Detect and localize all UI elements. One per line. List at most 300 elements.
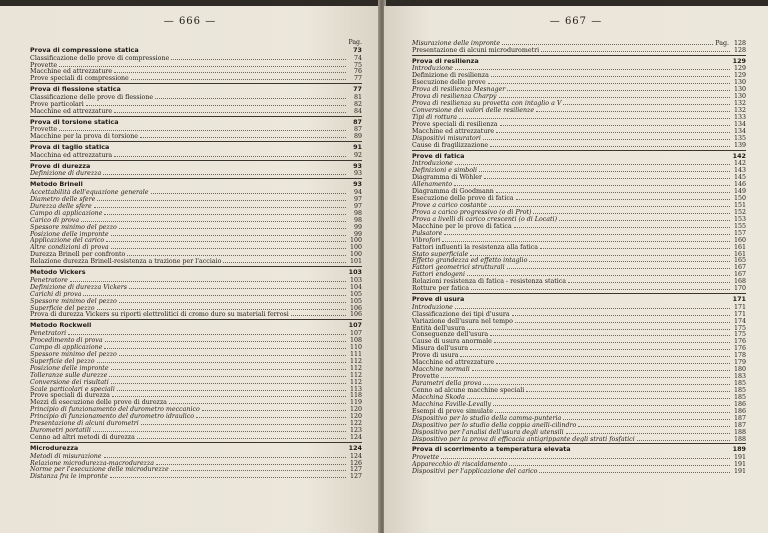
toc-entry-title: Prove speciali di compressione <box>30 75 129 83</box>
toc-entry-page: 180 <box>733 366 746 374</box>
dot-leader <box>123 87 346 91</box>
toc-entry-page: 124 <box>349 434 362 441</box>
dot-leader <box>563 100 730 105</box>
toc-entry <box>412 237 746 244</box>
dot-leader <box>541 47 730 52</box>
dot-leader <box>97 358 346 363</box>
dot-leader <box>59 126 346 131</box>
toc-entry-title: Penetratori <box>30 330 67 337</box>
toc-entry-title: Posizione delle impronte <box>30 230 109 238</box>
toc-entry-title: Classificazione delle prove di flessione <box>30 93 154 101</box>
toc-entry-page: 191 <box>733 454 746 461</box>
toc-entry-title: Definizioni e simboli <box>412 167 478 175</box>
toc-entry <box>30 277 362 284</box>
dot-leader <box>578 422 730 427</box>
toc-section-heading <box>30 321 362 330</box>
toc-entry-title: Spessore minimo del pezzo <box>30 223 117 231</box>
toc-entry-page: 100 <box>349 251 362 259</box>
toc-entry <box>412 454 746 461</box>
toc-entry <box>30 413 362 420</box>
toc-entry <box>30 189 362 196</box>
dot-leader <box>529 257 730 262</box>
toc-entry-page: 127 <box>349 466 362 474</box>
toc-entry <box>412 142 746 149</box>
toc-entry-page: 188 <box>733 428 746 436</box>
toc-entry-page: 124 <box>348 444 362 452</box>
dot-leader <box>114 108 346 113</box>
toc-entry-title: Diametro delle sfere <box>30 195 96 203</box>
toc-entry-title: Prove di usura <box>412 352 459 360</box>
toc-section-heading <box>30 162 362 171</box>
toc-entry-page: 139 <box>733 141 746 149</box>
toc-entry-title: Dispositivo per lo studio della coppia anelli-cilindro <box>412 421 577 429</box>
toc-entry-title: Metodi di misurazione <box>30 452 102 460</box>
toc-entry <box>30 311 362 318</box>
pag-header: Pag. <box>715 40 729 47</box>
toc-section-heading <box>30 180 362 189</box>
dot-leader <box>470 251 730 256</box>
dot-leader <box>202 406 346 411</box>
dot-leader <box>151 189 346 194</box>
toc-entry-title: Macchine ed attrezzature <box>412 359 495 367</box>
toc-entry-title: Tipi di rottura <box>412 114 457 121</box>
dot-leader <box>559 216 730 221</box>
toc-entry <box>412 422 746 429</box>
toc-entry-page: 100 <box>349 244 362 252</box>
toc-entry-page: 110 <box>349 343 362 351</box>
toc-entry <box>412 128 746 135</box>
dot-leader <box>466 154 730 158</box>
toc-entry <box>30 126 362 133</box>
toc-entry-page: 112 <box>349 357 362 365</box>
toc-entry-title: Cause di fragilizzazione <box>412 141 489 149</box>
toc-entry-title: Prove di usura <box>412 295 465 304</box>
dot-leader <box>103 170 346 175</box>
toc-entry-page: 130 <box>733 86 746 94</box>
dot-leader <box>566 429 730 434</box>
toc-entry <box>30 133 362 140</box>
toc-entry <box>30 170 362 177</box>
toc-entry-title: Misurazione delle impronte <box>412 40 501 47</box>
toc-entry-title: Carico di prova <box>30 216 80 224</box>
toc-entry-page: 133 <box>733 114 746 121</box>
dot-leader <box>141 420 346 425</box>
dot-leader <box>540 244 730 249</box>
toc-entry-title: Dispositivi per l'applicazione del carico <box>412 467 538 475</box>
toc-entry <box>30 203 362 210</box>
toc-entry-page: 165 <box>733 257 746 265</box>
dot-leader <box>140 133 346 138</box>
toc-entry <box>412 160 746 167</box>
left-page <box>0 6 380 533</box>
dot-leader <box>81 217 346 222</box>
toc-entry <box>30 344 362 351</box>
toc-entry <box>412 40 746 47</box>
dot-leader <box>455 65 730 70</box>
dot-leader <box>536 107 730 112</box>
toc-entry-title: Conseguenze dell'usura <box>412 331 489 339</box>
toc-entry <box>30 406 362 413</box>
dot-leader <box>83 291 346 296</box>
dot-leader <box>85 182 346 186</box>
toc-entry-page: 98 <box>353 216 362 224</box>
toc-entry <box>30 434 362 441</box>
toc-section-heading <box>30 118 362 127</box>
toc-entry-page: 191 <box>733 467 746 475</box>
dot-leader <box>106 237 346 242</box>
toc-entry <box>30 258 362 265</box>
toc-entry <box>30 365 362 372</box>
section-rule <box>30 83 362 84</box>
toc-entry <box>412 359 746 366</box>
toc-entry-title: Campo di applicazione <box>30 343 103 351</box>
toc-entry-title: Conversione dei valori delle resilienze <box>412 107 535 115</box>
dot-leader <box>514 223 730 228</box>
toc-entry-title: Principio di funzionamento del durometro meccanico <box>30 406 200 414</box>
toc-entry-title: Prova di scorrimento a temperatura elevata <box>412 445 571 454</box>
toc-entry-page: 120 <box>349 413 362 421</box>
dot-leader <box>516 195 730 200</box>
toc-entry-page: 179 <box>733 359 746 367</box>
toc-entry-page: 100 <box>349 237 362 245</box>
dot-leader <box>472 366 730 371</box>
toc-entry <box>412 373 746 380</box>
dot-leader <box>460 352 730 357</box>
toc-entry-page: 188 <box>733 435 746 443</box>
toc-entry-title: Apparecchio di riscaldamento <box>412 461 508 468</box>
toc-entry-page: 126 <box>349 459 362 467</box>
toc-entry-page: 171 <box>732 295 746 304</box>
section-rule <box>412 293 746 294</box>
toc-entry-title: Penetratore <box>30 276 68 284</box>
dot-leader <box>127 251 346 256</box>
dot-leader <box>568 278 730 283</box>
section-rule <box>30 266 362 267</box>
toc-entry-title: Prova a carico progressivo (o di Prot) <box>412 208 532 216</box>
toc-entry-page: 128 <box>733 46 746 54</box>
dot-leader <box>129 284 346 289</box>
dot-leader <box>141 48 346 52</box>
toc-entry-page: 185 <box>733 393 746 401</box>
toc-entry-title: Conversione dei risultati <box>30 378 109 386</box>
toc-entry <box>412 135 746 142</box>
dot-leader <box>137 434 346 439</box>
toc-entry <box>412 188 746 195</box>
toc-entry <box>412 436 746 443</box>
dot-leader <box>111 244 346 249</box>
dot-leader <box>479 167 730 172</box>
toc-entry <box>412 114 746 121</box>
dot-leader <box>119 298 346 303</box>
dot-leader <box>97 196 346 201</box>
toc-entry-title: Introduzione <box>412 65 453 73</box>
toc-entry-title: Macchina ed attrezzatura <box>30 151 113 159</box>
toc-entry-title: Diagramma di Wöhler <box>412 174 482 182</box>
toc-entry <box>412 195 746 202</box>
toc-entry-title: Misura dell'usura <box>412 345 469 353</box>
toc-section-heading <box>30 268 362 277</box>
toc-entry-page: 107 <box>348 321 362 330</box>
dot-leader <box>467 325 730 330</box>
toc-entry <box>30 75 362 82</box>
dot-leader <box>59 62 346 67</box>
toc-entry-page: 142 <box>733 160 746 168</box>
toc-entry-page: 89 <box>353 133 362 141</box>
dot-leader <box>97 305 346 310</box>
toc-entry-title: Prova di resilienza Mesnager <box>412 86 506 94</box>
dot-leader <box>104 344 346 349</box>
toc-entry <box>30 55 362 62</box>
toc-entry-page: 84 <box>353 107 362 115</box>
dot-leader <box>92 164 346 168</box>
toc-entry <box>30 337 362 344</box>
toc-entry-title: Durometri portatili <box>30 427 91 435</box>
toc-entry-title: Prove speciali di durezza <box>30 392 110 400</box>
toc-entry-page: 160 <box>733 236 746 244</box>
toc-entry-page: 186 <box>733 407 746 415</box>
toc-entry-title: Prova di durezza Vickers su riporti elettrolitici di cromo duro su materiali ferrosi <box>30 311 289 319</box>
toc-entry <box>412 257 746 264</box>
toc-entry <box>30 427 362 434</box>
toc-entry-title: Dispositivo per lo studio della camma-punteria <box>412 414 562 422</box>
dot-leader <box>155 94 346 99</box>
dot-leader <box>467 394 730 399</box>
dot-leader <box>455 160 730 165</box>
toc-entry <box>412 209 746 216</box>
toc-entry <box>412 380 746 387</box>
dot-leader <box>114 152 346 157</box>
toc-entry-title: Macchine ed attrezzature <box>30 68 113 76</box>
dot-leader <box>109 372 346 377</box>
dot-leader <box>533 209 730 214</box>
toc-entry-page: 191 <box>733 461 746 468</box>
dot-leader <box>509 461 730 466</box>
dot-leader <box>496 188 730 193</box>
toc-entry-title: Posizione delle impronte <box>30 364 109 372</box>
toc-entry <box>30 358 362 365</box>
toc-entry-page: 106 <box>349 311 362 319</box>
toc-entry <box>30 68 362 75</box>
dot-leader <box>637 436 730 441</box>
toc-entry <box>412 408 746 415</box>
toc-entry-page: 106 <box>349 304 362 312</box>
toc-entry-page: 175 <box>733 324 746 332</box>
toc-entry-page: 93 <box>353 170 362 178</box>
toc-entry <box>412 429 746 436</box>
toc-entry-title: Superficie del pezzo <box>30 304 95 312</box>
toc-entry-page: 112 <box>349 371 362 379</box>
dot-leader <box>111 365 346 370</box>
toc-entry-title: Macchine per la prova di torsione <box>30 133 138 141</box>
toc-entry <box>412 174 746 181</box>
toc-entry-page: 171 <box>733 310 746 318</box>
toc-entry-title: Durezza Brinell per confronto <box>30 251 126 259</box>
toc-entry <box>30 473 362 480</box>
toc-entry <box>412 352 746 359</box>
toc-entry-page: 151 <box>733 201 746 209</box>
toc-entry-title: Macchina Faville-Levally <box>412 400 492 408</box>
dot-leader <box>491 72 730 77</box>
toc-entry-page: 175 <box>733 331 746 339</box>
toc-entry-page: 99 <box>353 230 362 238</box>
dot-leader <box>112 392 346 397</box>
toc-entry-page: 170 <box>733 285 746 293</box>
toc-entry-page: 145 <box>733 174 746 182</box>
dot-leader <box>131 75 346 80</box>
toc-entry-page: 123 <box>349 427 362 435</box>
toc-section-heading <box>30 444 362 453</box>
toc-entry-page: 82 <box>353 100 362 108</box>
toc-entry-title: Prova di taglio statica <box>30 143 110 152</box>
toc-left <box>30 39 362 480</box>
toc-entry-title: Dispositivo per la prova di efficacia antigrippante degli strati fosfatici <box>412 435 635 443</box>
toc-entry <box>30 351 362 358</box>
toc-entry <box>30 386 362 393</box>
dot-leader <box>105 337 346 342</box>
toc-entry <box>30 94 362 101</box>
section-rule <box>30 178 362 179</box>
toc-entry-page: 187 <box>733 414 746 422</box>
toc-entry-title: Metodo Rockwell <box>30 321 92 330</box>
toc-entry <box>412 167 746 174</box>
toc-entry <box>30 244 362 251</box>
dot-leader <box>470 345 730 350</box>
dot-leader <box>573 447 730 451</box>
toc-entry <box>412 121 746 128</box>
toc-entry-title: Effetto grandezza ed effetto intaglio <box>412 257 528 265</box>
dot-leader <box>441 373 730 378</box>
toc-entry-page: 157 <box>733 229 746 237</box>
toc-entry-title: Prova di compressione statica <box>30 46 139 54</box>
toc-entry-page: 168 <box>733 278 746 286</box>
dot-leader <box>86 101 346 106</box>
toc-entry <box>412 223 746 230</box>
toc-entry-title: Prova di resilienza Charpy <box>412 93 497 101</box>
toc-entry-title: Spessore minimo del pezzo <box>30 297 117 305</box>
toc-entry-title: Definizione di durezza <box>30 170 102 178</box>
section-rule <box>30 160 362 161</box>
toc-entry-page: 178 <box>733 352 746 360</box>
toc-entry <box>412 366 746 373</box>
toc-entry-title: Durezza delle sfere <box>30 202 92 210</box>
toc-entry-page: 74 <box>353 54 362 62</box>
toc-entry-title: Macchine ed attrezzature <box>412 127 495 135</box>
toc-entry-page: 111 <box>349 350 362 358</box>
toc-entry <box>412 65 746 72</box>
toc-entry-page: 104 <box>349 283 362 291</box>
toc-entry-title: Introduzione <box>412 160 453 168</box>
section-rule <box>412 150 746 151</box>
dot-leader <box>196 413 346 418</box>
toc-entry-title: Scale particolari e speciali <box>30 385 115 393</box>
toc-entry-page: 185 <box>733 380 746 387</box>
toc-entry-title: Superficie del pezzo <box>30 357 95 365</box>
toc-entry-title: Accettabilità dell'equazione generale <box>30 188 149 196</box>
page-number-667: — 667 — <box>549 16 603 27</box>
toc-entry-page: 135 <box>733 134 746 142</box>
dot-leader <box>94 203 346 208</box>
toc-entry-title: Entità dell'usura <box>412 324 466 332</box>
toc-entry-title: Provette <box>412 454 440 461</box>
toc-entry-title: Cenno ad alcune macchine speciali <box>412 386 525 394</box>
toc-entry-title: Rotture per fatica <box>412 285 470 293</box>
dot-leader <box>111 379 346 384</box>
toc-entry-title: Definizione di durezza Vickers <box>30 283 127 291</box>
toc-entry <box>412 216 746 223</box>
toc-entry <box>30 460 362 467</box>
toc-entry-title: Allenamento <box>412 181 453 189</box>
dot-leader <box>111 145 346 149</box>
dot-leader <box>117 386 346 391</box>
toc-entry <box>412 181 746 188</box>
toc-entry-title: Prove particolari <box>30 100 84 108</box>
toc-entry-title: Tolleranze sulle durezze <box>30 371 108 379</box>
toc-entry-title: Macchina Skoda <box>412 393 465 401</box>
dot-leader <box>119 351 346 356</box>
toc-entry-title: Definizione di resilienza <box>412 72 489 80</box>
toc-entry <box>30 224 362 231</box>
dot-leader <box>494 338 730 343</box>
toc-entry-title: Pulsatore <box>412 229 443 237</box>
toc-entry-page: 167 <box>733 271 746 279</box>
toc-entry-page: 124 <box>349 452 362 460</box>
dot-leader <box>70 277 346 282</box>
dot-leader <box>88 270 346 274</box>
dot-leader <box>291 311 346 316</box>
toc-entry-title: Macchine normali <box>412 366 470 374</box>
toc-entry-page: 134 <box>733 127 746 135</box>
toc-entry <box>30 420 362 427</box>
toc-entry-page: 143 <box>733 167 746 175</box>
dot-leader <box>121 120 346 124</box>
toc-entry-page: 105 <box>349 297 362 305</box>
toc-entry-page: 92 <box>353 151 362 159</box>
toc-entry-title: Applicazione del carico <box>30 237 105 245</box>
toc-entry-page: 189 <box>732 445 746 454</box>
toc-entry <box>412 47 746 54</box>
toc-entry <box>412 461 746 468</box>
dot-leader <box>68 330 346 335</box>
toc-entry-page: 112 <box>349 364 362 372</box>
toc-entry-title: Norme per l'esecuzione delle microdurezze <box>30 466 169 474</box>
toc-entry <box>412 318 746 325</box>
toc-entry-page: 183 <box>733 373 746 381</box>
toc-section-heading <box>412 445 746 454</box>
toc-entry-page: 93 <box>353 161 362 170</box>
dot-leader <box>441 454 730 459</box>
toc-entry-title: Relazione microdurezza-macrodurezza <box>30 459 155 467</box>
dot-leader <box>444 230 730 235</box>
dot-leader <box>488 79 730 84</box>
toc-entry <box>30 305 362 312</box>
toc-entry <box>412 345 746 352</box>
toc-entry-page: 122 <box>349 420 362 428</box>
toc-entry-title: Variazione dell'usura nel tempo <box>412 317 513 325</box>
toc-entry <box>30 291 362 298</box>
toc-entry-page: 129 <box>733 65 746 73</box>
toc-entry <box>412 230 746 237</box>
dot-leader <box>466 297 730 301</box>
toc-entry <box>412 401 746 408</box>
toc-entry-page: 171 <box>733 303 746 311</box>
dot-leader <box>490 142 730 147</box>
toc-entry-title: Fattori geometrici strutturali <box>412 264 505 272</box>
dot-leader <box>114 68 346 73</box>
dot-leader <box>496 128 730 133</box>
toc-entry-page: 113 <box>349 385 362 393</box>
toc-entry-page: 153 <box>733 215 746 223</box>
toc-entry-title: Spessore minimo del pezzo <box>30 350 117 358</box>
